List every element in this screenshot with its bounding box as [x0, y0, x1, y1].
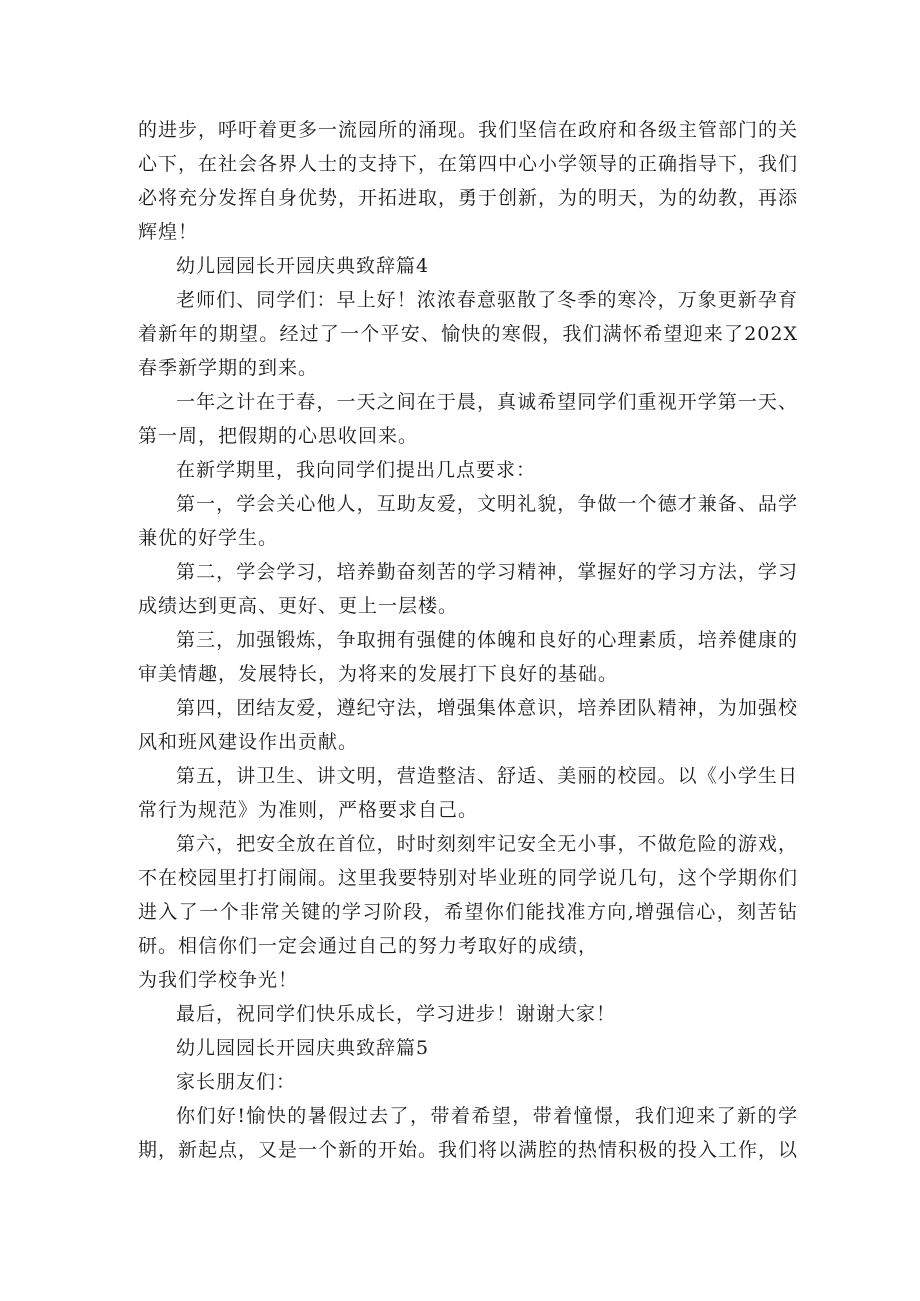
paragraph: 一年之计在于春，一天之间在于晨，真诚希望同学们重视开学第一天、第一周，把假期的心思收回来。: [138, 391, 798, 447]
paragraph: 第六，把安全放在首位，时时刻刻牢记安全无小事，不做危险的游戏，不在校园里打打闹闹。这里我要特别对毕业班的同学说几句，这个学期你们进入了一个非常关键的学习阶段，希望你们能找准方向,增强信心，刻苦钻研。相信你们一定会通过自己的努力考取好的成绩，: [138, 833, 799, 957]
paragraph: 你们好!愉快的暑假过去了，带着希望，带着憧憬，我们迎来了新的学期，新起点，又是一个新的开始。我们将以满腔的热情积极的投入工作，以: [138, 1105, 799, 1161]
paragraph: 第五，讲卫生、讲文明，营造整洁、舒适、美丽的校园。以《小学生日常行为规范》为准则，严格要求自己。: [138, 765, 798, 821]
paragraph: 最后，祝同学们快乐成长，学习进步！谢谢大家！: [176, 1003, 617, 1025]
document-body: [138, 113, 798, 1167]
paragraph: 第二，学会学习，培养勤奋刻苦的学习精神，掌握好的学习方法，学习成绩达到更高、更好、更上一层楼。: [138, 561, 798, 617]
paragraph: 第四，团结友爱，遵纪守法，增强集体意识，培养团队精神，为加强校风和班风建设作出贡献。: [138, 697, 798, 753]
section-heading: 幼儿园园长开园庆典致辞篇4: [176, 255, 430, 277]
paragraph: 老师们、同学们：早上好！浓浓春意驱散了冬季的寒冷，万象更新孕育着新年的期望。经过了一个平安、愉快的寒假，我们满怀希望迎来了202X春季新学期的到来。: [138, 289, 798, 379]
paragraph: 的进步，呼吁着更多一流园所的涌现。我们坚信在政府和各级主管部门的关心下，在社会各界人士的支持下，在第四中心小学领导的正确指导下，我们必将充分发挥自身优势，开拓进取，勇于创新，为的明天，为的幼教，再添辉煌！: [138, 119, 799, 243]
section-heading: 幼儿园园长开园庆典致辞篇5: [176, 1037, 430, 1059]
paragraph: 第三，加强锻炼，争取拥有强健的体魄和良好的心理素质，培养健康的审美情趣，发展特长，为将来的发展打下良好的基础。: [138, 629, 798, 685]
paragraph: 在新学期里，我向同学们提出几点要求：: [176, 459, 537, 481]
paragraph: 为我们学校争光！: [138, 969, 299, 991]
paragraph: 家长朋友们：: [176, 1071, 297, 1093]
paragraph: 第一，学会关心他人，互助友爱，文明礼貌，争做一个德才兼备、品学兼优的好学生。: [138, 493, 798, 549]
